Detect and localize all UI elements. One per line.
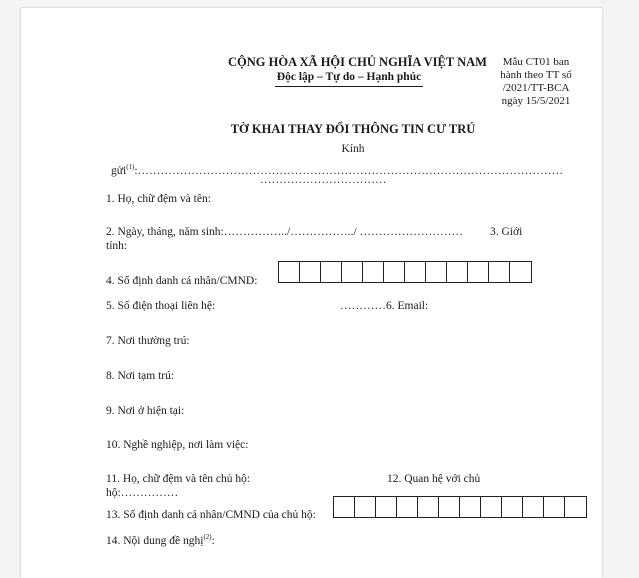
salutation: Kính bbox=[341, 143, 365, 155]
digit-box[interactable] bbox=[481, 497, 502, 517]
digit-box[interactable] bbox=[460, 497, 481, 517]
digit-box[interactable] bbox=[355, 497, 376, 517]
household-head-name-label: 11. Họ, chữ đệm và tên chủ hộ: bbox=[106, 473, 251, 485]
digit-box[interactable] bbox=[321, 262, 342, 282]
recipient-dots: :………………………………………………………………………………………………… bbox=[134, 164, 564, 177]
digit-box[interactable] bbox=[405, 262, 426, 282]
gender-label: 3. Giới bbox=[490, 226, 523, 238]
digit-box[interactable] bbox=[544, 497, 565, 517]
relationship-label: 12. Quan hệ với chủ bbox=[387, 473, 481, 485]
recipient-footnote: (1) bbox=[126, 163, 135, 171]
request-content-label: 14. Nội dung đề nghị bbox=[106, 534, 204, 547]
digit-box[interactable] bbox=[334, 497, 355, 517]
request-content-footnote: (2) bbox=[203, 533, 212, 541]
digit-box[interactable] bbox=[523, 497, 544, 517]
digit-box[interactable] bbox=[397, 497, 418, 517]
digit-box[interactable] bbox=[510, 262, 531, 282]
digit-box[interactable] bbox=[300, 262, 321, 282]
digit-box[interactable] bbox=[342, 262, 363, 282]
digit-box[interactable] bbox=[468, 262, 489, 282]
occupation-label: 10. Nghề nghiệp, nơi làm việc: bbox=[106, 439, 249, 451]
household-head-id-boxes[interactable] bbox=[333, 496, 587, 518]
temporary-residence-label: 8. Nơi tạm trú: bbox=[106, 370, 175, 382]
id-number-label: 4. Số định danh cá nhân/CMND: bbox=[106, 275, 258, 287]
full-name-label: 1. Họ, chữ đệm và tên: bbox=[106, 193, 211, 205]
digit-box[interactable] bbox=[502, 497, 523, 517]
digit-box[interactable] bbox=[384, 262, 405, 282]
birth-date-label: 2. Ngày, tháng, năm sinh:……………../……………../ ……………………… bbox=[106, 226, 464, 238]
recipient-label: gửi bbox=[111, 164, 127, 177]
document-page bbox=[21, 8, 602, 578]
digit-box[interactable] bbox=[279, 262, 300, 282]
form-title: TỜ KHAI THAY ĐỔI THÔNG TIN CƯ TRÚ bbox=[230, 122, 476, 136]
digit-box[interactable] bbox=[418, 497, 439, 517]
digit-box[interactable] bbox=[439, 497, 460, 517]
digit-box[interactable] bbox=[426, 262, 447, 282]
digit-box[interactable] bbox=[363, 262, 384, 282]
household-head-id-label: 13. Số định danh cá nhân/CMND của chủ hộ: bbox=[106, 509, 316, 521]
motto-underline bbox=[275, 86, 423, 87]
digit-box[interactable] bbox=[376, 497, 397, 517]
form-code-note: Mẫu CT01 ban hành theo TT số /2021/TT-BCA ngày 15/5/2021 bbox=[500, 56, 572, 107]
gender-label-cont: tính: bbox=[106, 240, 128, 252]
motto: Độc lập – Tự do – Hạnh phúc bbox=[276, 71, 422, 83]
request-content-colon: : bbox=[211, 534, 215, 547]
digit-box[interactable] bbox=[489, 262, 510, 282]
email-label: …………6. Email: bbox=[340, 300, 429, 312]
current-residence-label: 9. Nơi ở hiện tại: bbox=[106, 405, 185, 417]
permanent-residence-label: 7. Nơi thường trú: bbox=[106, 335, 190, 347]
digit-box[interactable] bbox=[565, 497, 586, 517]
digit-box[interactable] bbox=[447, 262, 468, 282]
phone-label: 5. Số điện thoại liên hệ: bbox=[106, 300, 216, 312]
recipient-dots-2: …………………………… bbox=[260, 174, 387, 186]
national-title: CỘNG HÒA XÃ HỘI CHỦ NGHĨA VIỆT NAM bbox=[228, 55, 487, 69]
request-content-line bbox=[106, 530, 215, 548]
id-number-boxes[interactable] bbox=[278, 261, 532, 283]
relationship-label-cont: hộ:…………… bbox=[106, 487, 179, 499]
